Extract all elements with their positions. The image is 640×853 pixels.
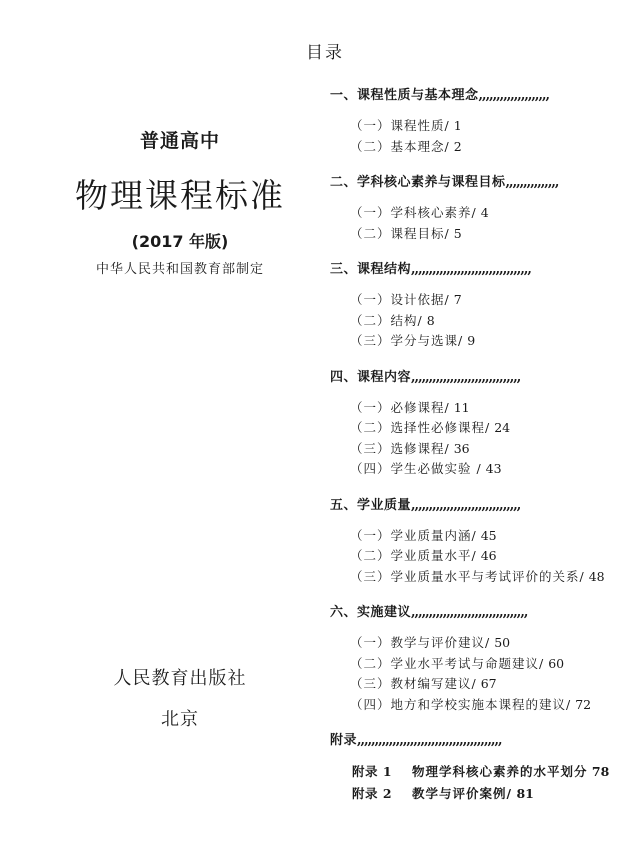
appendix-entry-page: 78 <box>591 764 610 779</box>
toc-entry-label: （二）选择性必修课程/ <box>350 420 491 435</box>
appendix-section <box>330 729 635 805</box>
section-heading-label: 二、学科核心素养与课程目标 <box>330 175 506 190</box>
toc-entry-page: 50 <box>494 635 511 650</box>
toc-section-heading[interactable] <box>330 171 635 190</box>
toc-section <box>330 84 635 157</box>
appendix-entry-title: 物理学科核心素养的水平划分 <box>412 764 588 779</box>
appendix-entry[interactable] <box>330 761 635 783</box>
toc-entry[interactable] <box>330 137 635 158</box>
toc-entry[interactable] <box>330 567 635 588</box>
book-author: 中华人民共和国教育部制定 <box>95 262 264 277</box>
section-heading-label: 三、课程结构 <box>330 262 412 277</box>
book-publisher: 人民教育出版社 <box>113 668 247 689</box>
toc-sections <box>330 84 635 715</box>
section-leader: ,,,,,,,,,,,,,,,,,,,, <box>478 88 550 103</box>
toc-entry[interactable] <box>330 654 635 675</box>
toc-section <box>330 258 635 352</box>
toc-title: 目录 <box>306 43 344 63</box>
toc-entry[interactable] <box>330 695 635 716</box>
table-of-contents <box>330 84 635 805</box>
toc-entry[interactable] <box>330 439 635 460</box>
toc-entry-page: 4 <box>480 205 489 220</box>
toc-section-heading[interactable] <box>330 366 635 385</box>
section-leader: ,,,,,,,,,,,,,,, <box>505 175 559 190</box>
section-leader: ,,,,,,,,,,,,,,,,,,,,,,,,,,,,,,,,, <box>411 605 528 620</box>
appendix-entry-page: 81 <box>516 786 534 801</box>
book-edition: (2017 年版) <box>131 232 229 251</box>
toc-entry-label: （四）学生必做实验 / <box>350 461 482 476</box>
toc-entry[interactable] <box>330 418 635 439</box>
toc-entry-label: （一）设计依据/ <box>350 292 450 307</box>
section-leader: ,,,,,,,,,,,,,,,,,,,,,,,,,,,,,,, <box>411 497 521 513</box>
toc-entry[interactable] <box>330 459 635 480</box>
appendix-entry[interactable] <box>330 783 635 805</box>
toc-entry-page: 72 <box>575 696 592 712</box>
toc-entry-page: 67 <box>480 676 497 691</box>
toc-entry[interactable] <box>330 674 635 695</box>
toc-entry-label: （二）学业水平考试与命题建议/ <box>350 655 545 671</box>
toc-section <box>330 601 635 715</box>
book-city: 北京 <box>161 709 199 730</box>
section-leader: ,,,,,,,,,,,,,,,,,,,,,,,,,,,,,,, <box>411 369 521 385</box>
toc-entry[interactable] <box>330 633 635 654</box>
appendix-entry-number: 附录 1 <box>352 764 393 779</box>
toc-entry-page: 9 <box>467 333 476 348</box>
toc-entry-label: （三）学业质量水平与考试评价的关系/ <box>350 568 585 584</box>
toc-entry-label: （三）学分与选课/ <box>350 333 464 348</box>
toc-entry[interactable] <box>330 290 635 311</box>
toc-entry-page: 1 <box>453 118 462 133</box>
section-heading-label: 五、学业质量 <box>330 497 412 513</box>
toc-entry-page: 43 <box>485 461 502 476</box>
appendix-leader: ,,,,,,,,,,,,,,,,,,,,,,,,,,,,,,,,,,,,,,,,, <box>357 733 502 748</box>
appendix-entries <box>330 761 635 805</box>
toc-entry[interactable] <box>330 311 635 332</box>
toc-section-heading[interactable] <box>330 601 635 620</box>
toc-entry-label: （三）教材编写建议/ <box>350 676 477 691</box>
toc-entry-page: 7 <box>453 292 462 307</box>
toc-entry-page: 24 <box>494 420 511 435</box>
toc-section <box>330 494 635 588</box>
toc-entry-page: 46 <box>480 548 497 563</box>
toc-section-heading[interactable] <box>330 84 635 103</box>
section-heading-label: 四、课程内容 <box>330 369 412 385</box>
toc-entry-label: （一）必修课程/ <box>350 399 450 415</box>
toc-section <box>330 171 635 244</box>
toc-entry-label: （一）课程性质/ <box>350 118 450 133</box>
toc-entry-label: （四）地方和学校实施本课程的建议/ <box>350 696 572 712</box>
appendix-entry-title: 教学与评价案例/ <box>412 786 513 801</box>
section-heading-label: 一、课程性质与基本理念 <box>330 88 479 103</box>
toc-entry-label: （三）选修课程/ <box>350 440 450 456</box>
toc-entry-label: （一）学业质量内涵/ <box>350 527 477 543</box>
toc-entry-page: 48 <box>588 568 605 584</box>
toc-entry[interactable] <box>330 398 635 419</box>
appendix-heading-label: 附录 <box>330 733 358 748</box>
book-title: 物理课程标准 <box>75 176 285 215</box>
toc-entry-page: 45 <box>480 527 497 543</box>
toc-entry[interactable] <box>330 331 635 352</box>
toc-entry-page: 60 <box>548 655 565 671</box>
section-heading-label: 六、实施建议 <box>330 605 412 620</box>
toc-section-heading[interactable] <box>330 258 635 277</box>
toc-entry[interactable] <box>330 224 635 245</box>
toc-entry-label: （二）学业质量水平/ <box>350 548 477 563</box>
toc-entry-page: 5 <box>453 225 462 241</box>
toc-section-heading[interactable] <box>330 494 635 513</box>
toc-entry-label: （二）基本理念/ <box>350 138 450 154</box>
toc-entry[interactable] <box>330 526 635 547</box>
toc-entry[interactable] <box>330 116 635 137</box>
toc-entry-page: 2 <box>453 138 462 154</box>
book-series: 普通高中 <box>139 130 220 152</box>
toc-entry-label: （二）课程目标/ <box>350 225 450 241</box>
appendix-entry-number: 附录 2 <box>352 786 393 801</box>
appendix-heading[interactable] <box>330 729 635 748</box>
toc-entry-label: （二）结构/ <box>350 312 423 328</box>
toc-entry-label: （一）教学与评价建议/ <box>350 635 491 650</box>
toc-entry-page: 8 <box>426 312 435 328</box>
section-leader: ,,,,,,,,,,,,,,,,,,,,,,,,,,,,,,,,,, <box>411 262 531 277</box>
toc-entry[interactable] <box>330 203 635 224</box>
toc-entry-label: （一）学科核心素养/ <box>350 205 477 220</box>
toc-entry-page: 11 <box>453 399 470 415</box>
toc-entry[interactable] <box>330 546 635 567</box>
toc-entry-page: 36 <box>453 440 470 456</box>
toc-section <box>330 366 635 480</box>
